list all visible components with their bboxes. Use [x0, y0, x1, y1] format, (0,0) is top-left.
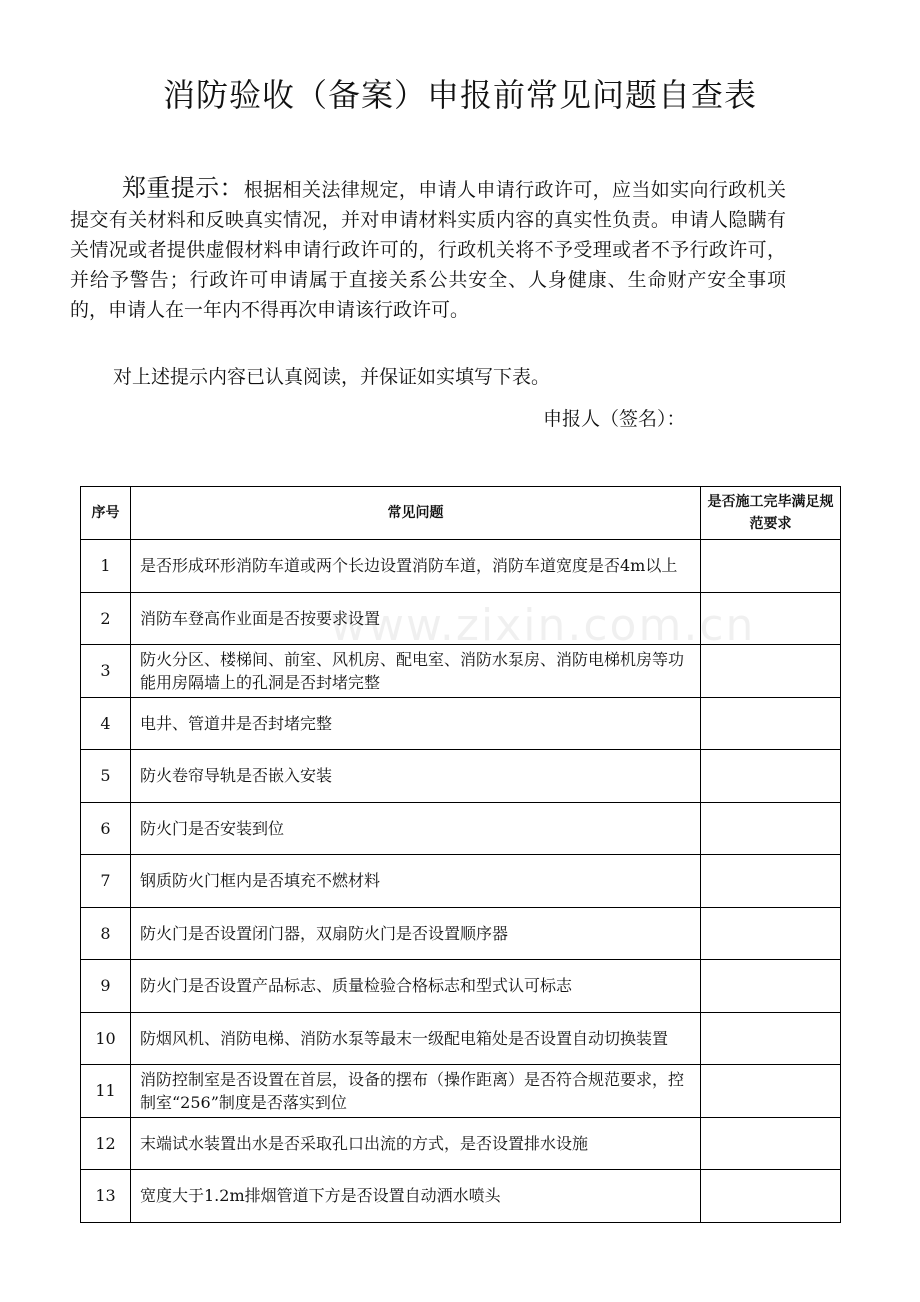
confirmation-statement: 对上述提示内容已认真阅读，并保证如实填写下表。	[113, 366, 551, 388]
row-number: 8	[81, 907, 131, 960]
table-row	[81, 855, 841, 908]
notice-body: 根据相关法律规定，申请人申请行政许可，应当如实向行政机关提交有关材料和反映真实情况，并对申请材料实质内容的真实性负责。申请人隐瞒有关情况或者提供虚假材料申请行政许可的，行政机关将不予受理或者不予行政许可，并给予警告；行政许可申请属于直接关系公共安全、人身健康、生命财产安全事项的，申请人在一年内不得再次申请该行政许可。	[70, 179, 786, 321]
row-question: 防火卷帘导轨是否嵌入安装	[131, 750, 701, 803]
row-status-cell[interactable]	[701, 907, 841, 960]
row-question: 钢质防火门框内是否填充不燃材料	[131, 855, 701, 908]
signer-label: 申报人（签名）：	[543, 408, 686, 430]
row-status-cell[interactable]	[701, 592, 841, 645]
row-question: 防火门是否安装到位	[131, 802, 701, 855]
row-question: 防火门是否设置产品标志、质量检验合格标志和型式认可标志	[131, 960, 701, 1013]
row-status-cell[interactable]	[701, 855, 841, 908]
header-question: 常见问题	[131, 487, 701, 540]
header-status: 是否施工完毕满足规范要求	[701, 487, 841, 540]
table-row	[81, 645, 841, 698]
row-number: 2	[81, 592, 131, 645]
watermark: www.zixin.com.cn	[330, 600, 756, 651]
table-row	[81, 1012, 841, 1065]
row-question: 防烟风机、消防电梯、消防水泵等最末一级配电箱处是否设置自动切换装置	[131, 1012, 701, 1065]
table-row	[81, 1117, 841, 1170]
row-question: 消防车登高作业面是否按要求设置	[131, 592, 701, 645]
row-status-cell[interactable]	[701, 645, 841, 698]
table-row	[81, 802, 841, 855]
row-number: 12	[81, 1117, 131, 1170]
row-number: 6	[81, 802, 131, 855]
row-status-cell[interactable]	[701, 1117, 841, 1170]
table-row	[81, 750, 841, 803]
notice-lead: 郑重提示：	[122, 174, 244, 202]
table-row	[81, 1170, 841, 1223]
row-number: 5	[81, 750, 131, 803]
row-status-cell[interactable]	[701, 697, 841, 750]
row-question: 是否形成环形消防车道或两个长边设置消防车道，消防车道宽度是否4m以上	[131, 540, 701, 593]
row-status-cell[interactable]	[701, 802, 841, 855]
row-number: 7	[81, 855, 131, 908]
table-header-row	[81, 487, 841, 540]
row-number: 11	[81, 1065, 131, 1118]
row-status-cell[interactable]	[701, 1065, 841, 1118]
notice-paragraph	[70, 173, 786, 325]
table-row	[81, 592, 841, 645]
header-num: 序号	[81, 487, 131, 540]
row-status-cell[interactable]	[701, 540, 841, 593]
row-question: 防火分区、楼梯间、前室、风机房、配电室、消防水泵房、消防电梯机房等功能用房隔墙上的孔洞是否封堵完整	[131, 645, 701, 698]
row-status-cell[interactable]	[701, 750, 841, 803]
row-number: 10	[81, 1012, 131, 1065]
row-number: 13	[81, 1170, 131, 1223]
row-number: 1	[81, 540, 131, 593]
row-question: 末端试水装置出水是否采取孔口出流的方式，是否设置排水设施	[131, 1117, 701, 1170]
document-title: 消防验收（备案）申报前常见问题自查表	[162, 76, 757, 114]
row-number: 4	[81, 697, 131, 750]
table-row	[81, 960, 841, 1013]
row-status-cell[interactable]	[701, 960, 841, 1013]
table-row	[81, 1065, 841, 1118]
row-status-cell[interactable]	[701, 1012, 841, 1065]
row-status-cell[interactable]	[701, 1170, 841, 1223]
table-row	[81, 907, 841, 960]
row-number: 3	[81, 645, 131, 698]
row-question: 防火门是否设置闭门器，双扇防火门是否设置顺序器	[131, 907, 701, 960]
row-question: 消防控制室是否设置在首层，设备的摆布（操作距离）是否符合规范要求，控制室“256”制度是否落实到位	[131, 1065, 701, 1118]
checklist-table	[80, 486, 841, 1223]
row-question: 宽度大于1.2m排烟管道下方是否设置自动洒水喷头	[131, 1170, 701, 1223]
table-row	[81, 540, 841, 593]
table-row	[81, 697, 841, 750]
row-number: 9	[81, 960, 131, 1013]
row-question: 电井、管道井是否封堵完整	[131, 697, 701, 750]
